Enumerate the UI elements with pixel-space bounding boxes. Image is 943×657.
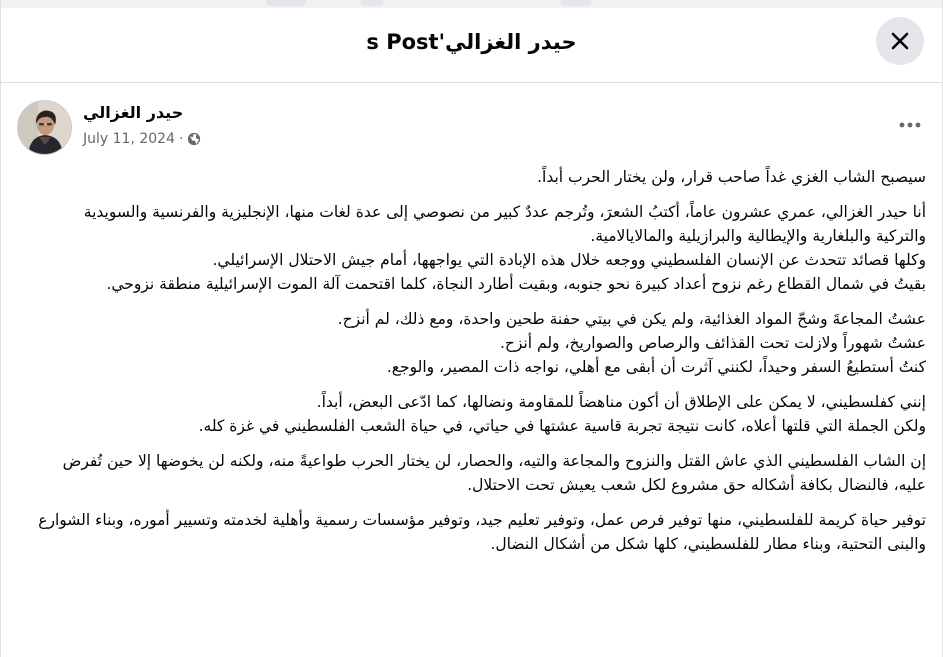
- globe-icon[interactable]: [187, 132, 201, 146]
- avatar[interactable]: [17, 100, 72, 155]
- post-paragraph: توفير حياة كريمة للفلسطيني، منها توفير فرص عمل، وتوفير تعليم جيد، وتوفير مؤسسات رسمية وأهلية لخدمته وتسيير أموره، وبناء الشوارع والبنى التحتية، وبناء مطار للفلسطيني، كلها شكل من أشكال النضال.: [38, 511, 926, 553]
- more-options-button[interactable]: [890, 109, 930, 141]
- author-name[interactable]: حيدر الغزالي: [83, 103, 184, 122]
- post-paragraph: عشتُ المجاعةَ وشحّ المواد الغذائية، ولم يكن في بيتي حفنة طحين واحدة، ومع ذلك، لم أنزح. عشتُ شهوراً ولازلت تحت القذائف والرصاص والصواريخ، ولم أنزح. كنتُ أستطيعُ السفر وحيداً، لكنني آثرت أن أبقى مع أهلي، نواجه ذات المصير، والوجع.: [337, 310, 926, 376]
- post-paragraph: إنني كفلسطيني، لا يمكن على الإطلاق أن أكون مناهضاً للمقاومة ونضالها، كما ادّعى البعض، أبداً. ولكن الجملة التي قلتها أعلاه، كانت نتيجة تجربة قاسية عشتها في حياتي، في حياة الشعب الفلسطيني في غزة كله.: [198, 393, 926, 435]
- meta-separator: ·: [178, 131, 184, 147]
- dialog-title: s Post'حيدر الغزالي: [366, 30, 577, 54]
- close-icon: [889, 30, 911, 52]
- close-button[interactable]: [876, 17, 924, 65]
- post-paragraph: أنا حيدر الغزالي، عمري عشرون عاماً، أكتبُ الشعرَ، وتُرجم عددٌ كبير من نصوصي إلى عدة لغات منها، الإنجليزية والفرنسية والسويدية والتركية والبلغارية والإيطالية والبرازيلية والمالايالامية. وكلها قصائد تتحدث عن الإنسان الفلسطيني ووجعه خلال هذه الإبادة التي يواجهها، أمام جيش الاحتلال الإسرائيلي. بقيتُ في شمال القطاع رغم نزوح أعداد كبيرة نحو جنوبه، وبقيت أطارد النجاة، كلما اقتحمت آلة الموت الإسرائيلية منطقة نزوحي.: [83, 203, 926, 293]
- post-text: [38, 165, 926, 567]
- post-paragraph: إن الشاب الفلسطيني الذي عاش القتل والنزوح والمجاعة والتيه، والحصار، لن يختار الحرب طواعيةً منه، ولكنه لن يخوضها إلا حين تُفرض عليه، فالنضال بكافة أشكاله حق مشروع لكل شعب يعيش تحت الاحتلال.: [62, 452, 926, 494]
- post-paragraph: سيصبح الشاب الغزي غداً صاحب قرار، ولن يختار الحرب أبداً.: [537, 168, 926, 186]
- post-header: [1, 83, 942, 163]
- post-date[interactable]: July 11, 2024: [83, 131, 175, 147]
- avatar-photo: [18, 101, 72, 155]
- more-options-icon: [899, 122, 921, 128]
- post-meta: [83, 130, 201, 148]
- dialog-header: [1, 0, 942, 83]
